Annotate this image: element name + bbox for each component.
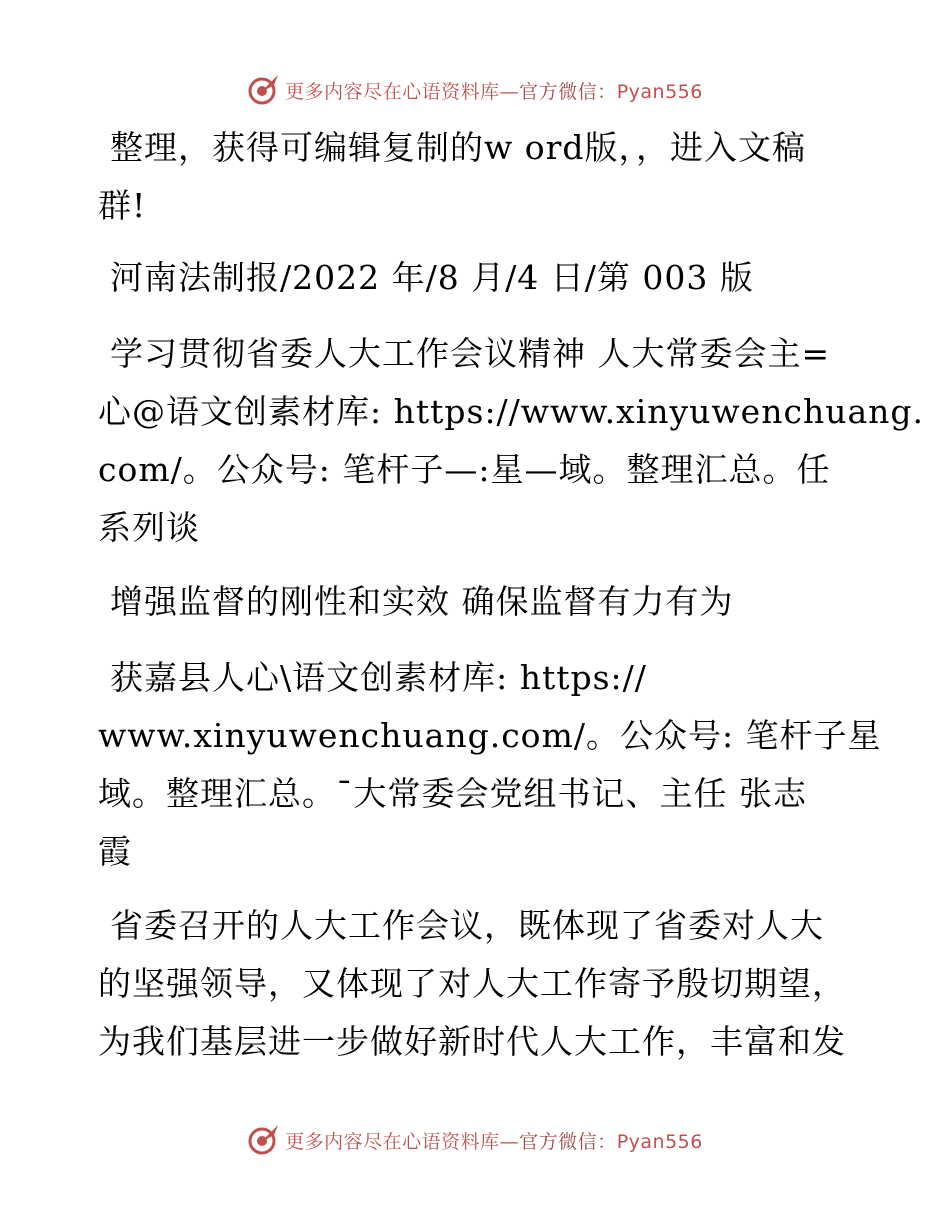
text-line: 整理，获得可编辑复制的w ord版，，进入文稿 xyxy=(110,128,807,167)
text-line: 学习贯彻省委人大工作会议精神 人大常委会主= xyxy=(110,334,831,373)
text-line: 心@语文创素材库: https://www.xinyuwenchuang. xyxy=(98,392,924,431)
header-banner xyxy=(0,68,950,112)
text-line: 为我们基层进一步做好新时代人大工作，丰富和发 xyxy=(98,1022,846,1061)
paragraph-intro xyxy=(98,119,858,235)
text-line: 省委召开的人大工作会议，既体现了省委对人大 xyxy=(110,906,824,945)
paragraph-source xyxy=(98,249,858,307)
paragraph-body xyxy=(98,897,858,1071)
banner-text: 更多内容尽在心语资料库—官方微信：Pyan556 xyxy=(285,1130,703,1153)
banner-text: 更多内容尽在心语资料库—官方微信：Pyan556 xyxy=(285,80,703,103)
text-line: 系列谈 xyxy=(98,508,200,547)
quill-logo-icon xyxy=(247,1123,281,1157)
text-line: www.xinyuwenchuang.com/。公众号: 笔杆子星 xyxy=(98,716,882,755)
footer-banner xyxy=(0,1118,950,1162)
text-line: 域。整理汇总。¯大常委会党组书记、主任 张志 xyxy=(98,774,807,813)
paragraph-author xyxy=(98,649,882,881)
quill-logo-icon xyxy=(247,73,281,107)
text-line: 增强监督的刚性和实效 确保监督有力有为 xyxy=(110,582,734,621)
text-line: 群! xyxy=(98,186,147,225)
paragraph-headline xyxy=(98,325,924,557)
text-line: com/。公众号: 笔杆子—:星—域。整理汇总。任 xyxy=(98,450,831,489)
text-line: 的坚强领导，又体现了对人大工作寄予殷切期望， xyxy=(98,964,846,1003)
paragraph-title xyxy=(98,573,858,631)
text-line: 获嘉县人心\语文创素材库: https:// xyxy=(110,658,647,697)
text-line: 河南法制报/2022 年/8 月/4 日/第 003 版 xyxy=(110,258,754,297)
text-line: 霞 xyxy=(98,832,132,871)
